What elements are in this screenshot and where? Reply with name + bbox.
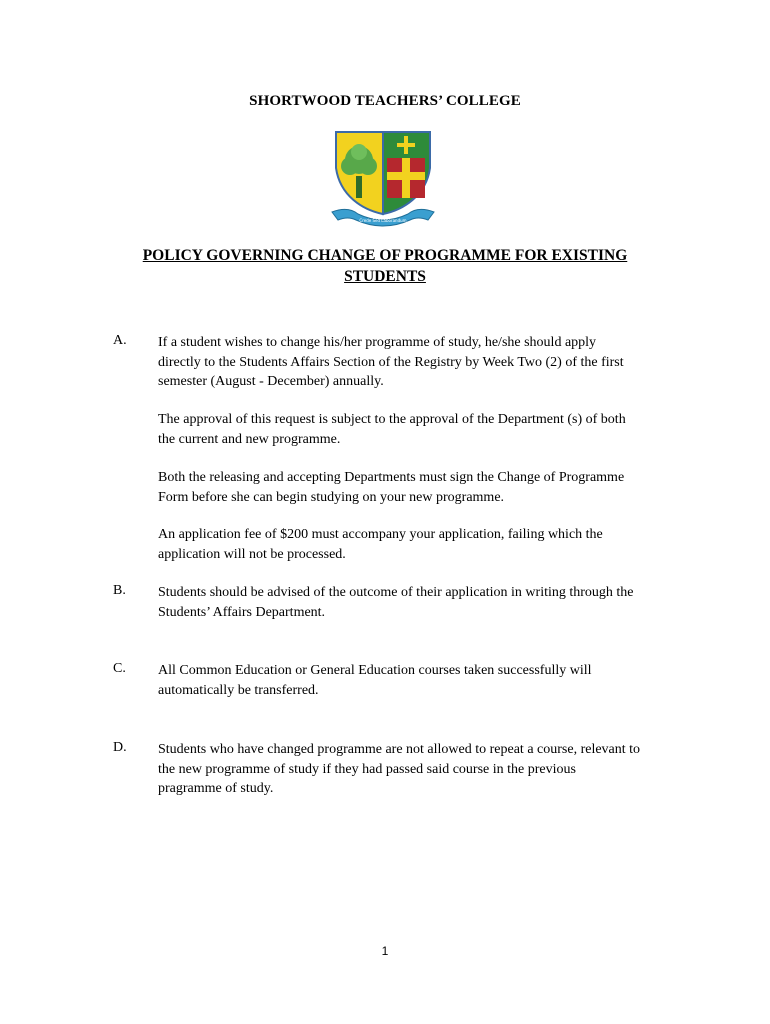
section-a-paragraph-1	[158, 333, 698, 392]
text-line: An application fee of $200 must accompany your application, failing which the	[158, 527, 603, 542]
text-line: the new programme of study if they had passed said course in the previous	[158, 761, 576, 777]
section-d-letter: D.	[113, 740, 127, 755]
svg-text:Crede Sed Laborandum: Crede Sed Laborandum	[359, 218, 407, 223]
text-line: the current and new programme.	[158, 431, 341, 447]
crest-emblem-icon	[328, 128, 438, 228]
text-line: All Common Education or General Education courses taken successfully will	[158, 663, 592, 678]
section-a-paragraph-2	[158, 410, 698, 449]
section-b-paragraph-1	[158, 583, 698, 622]
text-line: Both the releasing and accepting Departments must sign the Change of Programme	[158, 470, 625, 485]
section-a-letter: A.	[113, 333, 127, 348]
text-line: pragramme of study.	[158, 781, 274, 796]
section-d-paragraph-1	[158, 740, 698, 799]
policy-title-line-1: POLICY GOVERNING CHANGE OF PROGRAMME FOR EXISTING	[142, 247, 628, 264]
text-line: application will not be processed.	[158, 546, 346, 562]
text-line: directly to the Students Affairs Section of the Registry by Week Two (2) of the first	[158, 354, 624, 370]
page-number: 1	[381, 944, 389, 958]
section-c-letter: C.	[113, 661, 126, 676]
college-title: SHORTWOOD TEACHERS’ COLLEGE	[249, 93, 521, 109]
policy-title-line-2: STUDENTS	[344, 268, 426, 285]
text-line: semester (August - December) annually.	[158, 374, 384, 389]
section-a-paragraph-3	[158, 468, 698, 507]
text-line: Students’ Affairs Department.	[158, 604, 326, 620]
section-a-paragraph-4	[158, 525, 698, 564]
text-line: Students who have changed programme are not allowed to repeat a course, relevant to	[158, 742, 641, 757]
policy-title	[80, 245, 690, 287]
college-crest	[328, 128, 438, 228]
section-b-letter: B.	[113, 583, 126, 598]
text-line: automatically be transferred.	[158, 682, 319, 698]
text-line: The approval of this request is subject to the approval of the Department (s) of both	[158, 412, 626, 427]
text-line: If a student wishes to change his/her programme of study, he/she should apply	[158, 335, 597, 350]
text-line: Students should be advised of the outcome of their application in writing through the	[158, 585, 634, 600]
text-line: Form before she can begin studying on your new programme.	[158, 489, 505, 505]
section-c-paragraph-1	[158, 661, 698, 700]
